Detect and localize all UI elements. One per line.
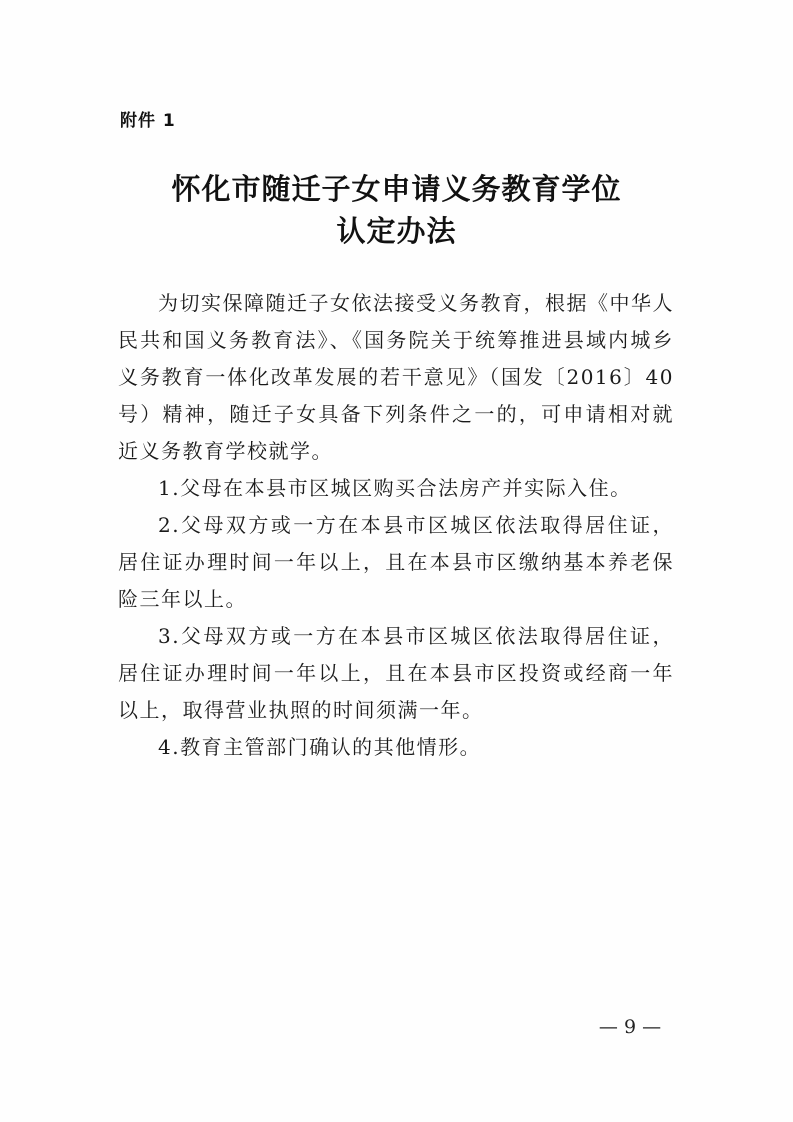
attachment-label: 附件 1 xyxy=(120,111,176,131)
document-body xyxy=(118,285,674,766)
condition-1: 1.父母在本县市区城区购买合法房产并实际入住。 xyxy=(158,476,632,500)
document-title xyxy=(0,168,793,252)
page-number: — 9 — xyxy=(598,1016,662,1038)
title-line-1: 怀化市随迁子女申请义务教育学位 xyxy=(171,172,622,206)
condition-4: 4.教育主管部门确认的其他情形。 xyxy=(158,735,482,759)
condition-3: 3.父母双方或一方在本县市区城区依法取得居住证，居住证办理时间一年以上，且在本县市区投资或经商一年以上，取得营业执照的时间须满一年。 xyxy=(118,624,674,722)
intro-paragraph: 为切实保障随迁子女依法接受义务教育，根据《中华人民共和国义务教育法》、《国务院关于统筹推进县域内城乡义务教育一体化改革发展的若干意见》（国发〔2016〕40号）精神，随迁子女具备下列条件之一的，可申请相对就近义务教育学校就学。 xyxy=(118,291,674,463)
condition-2: 2.父母双方或一方在本县市区城区依法取得居住证，居住证办理时间一年以上，且在本县市区缴纳基本养老保险三年以上。 xyxy=(118,513,674,611)
title-line-2: 认定办法 xyxy=(336,214,457,248)
